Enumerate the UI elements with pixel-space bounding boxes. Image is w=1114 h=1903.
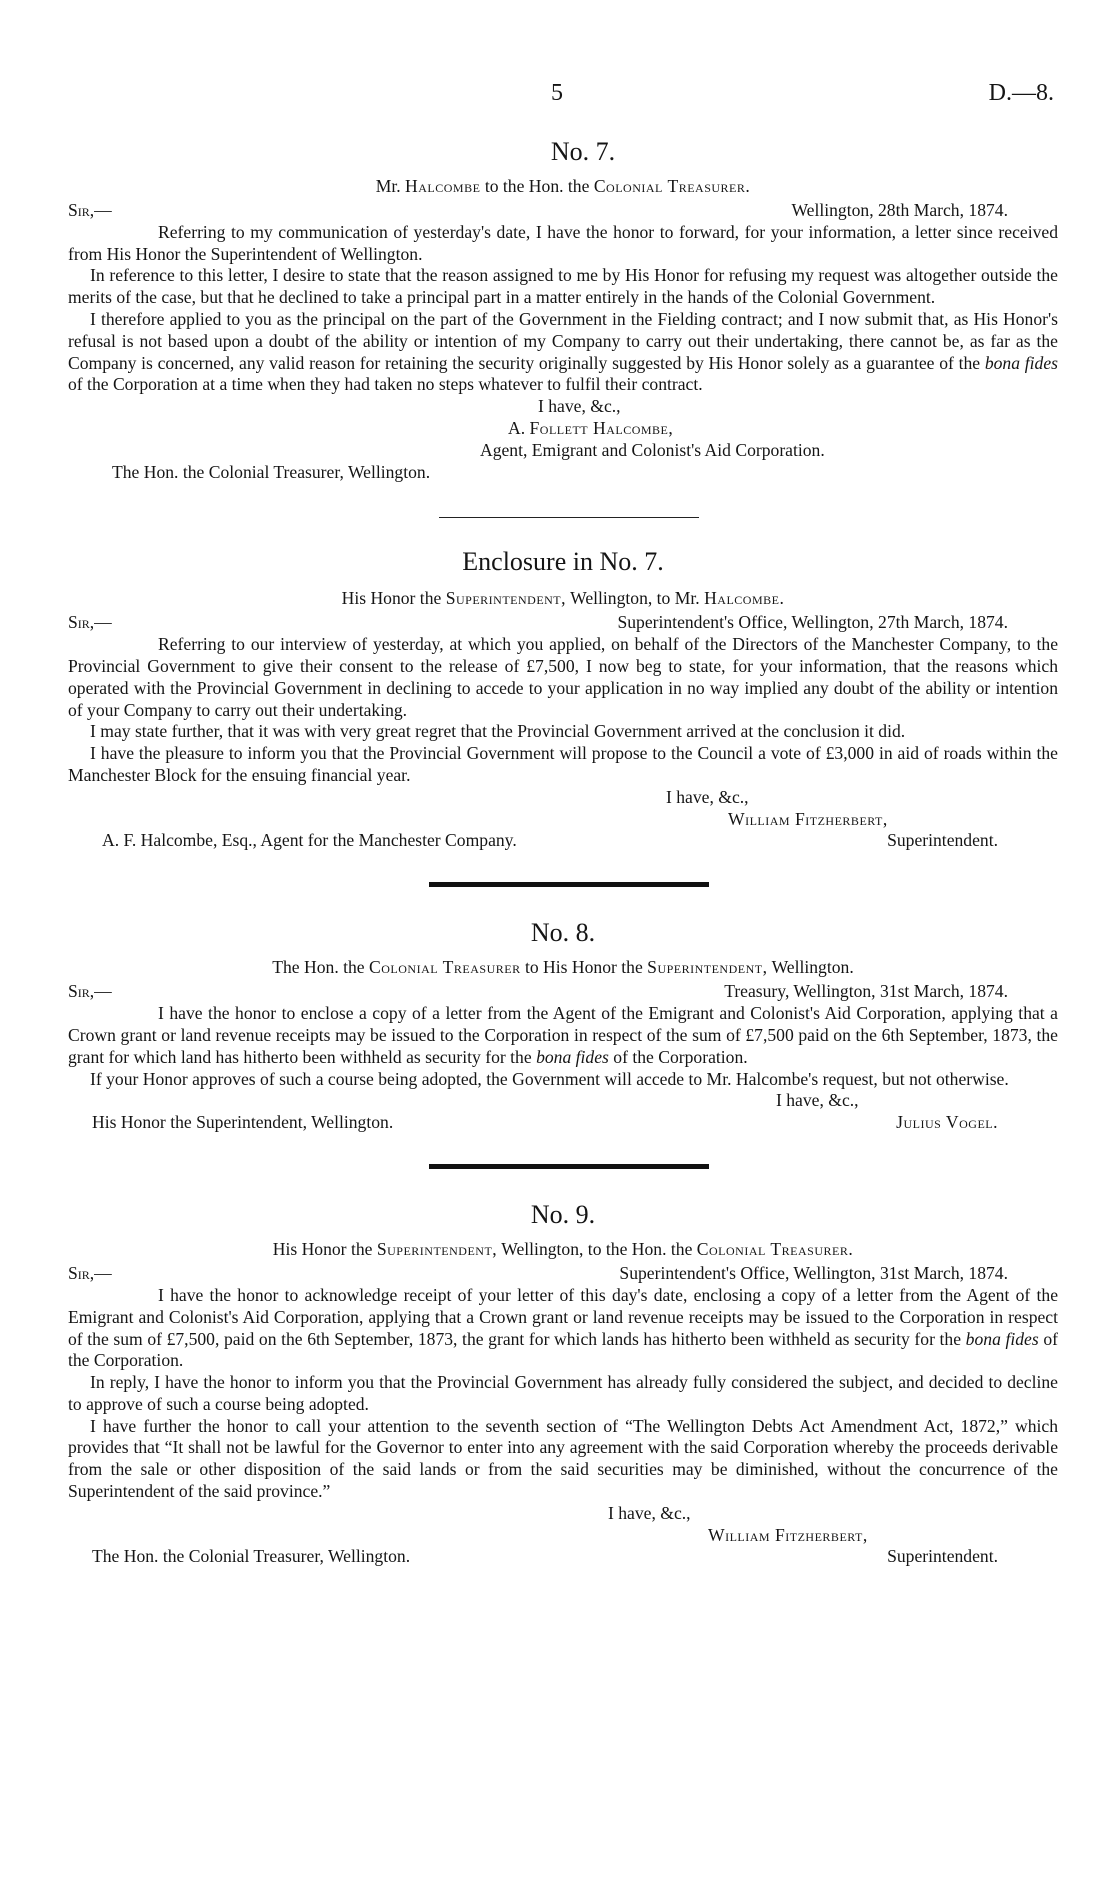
dateline: Wellington, 28th March, 1874. — [791, 199, 1008, 220]
signer-name-text: William Fitzherbert, — [708, 1524, 868, 1545]
letter-title: No. 8. — [530, 918, 596, 948]
salutation-line — [68, 612, 1058, 634]
signer-name-text: William Fitzherbert, — [728, 808, 888, 829]
subtitle-text: His Honor the — [341, 588, 446, 609]
signer-initial: A. — [508, 417, 530, 438]
signer-name: Julius Vogel. — [896, 1112, 998, 1133]
addressee: The Hon. the Colonial Treasurer, Wellington. — [112, 461, 431, 482]
paragraph: I have further the honor to call your attention to the seventh section of “The Wellington Debts Act Amendment Act, 1872,” which provides that “It shall not be lawful for the Governor to enter into any agreement with the said Corporation whereby the proceeds derivable from the sale or other disposition of the said lands or from the said securities may be diminished, without the concurrence of the Superintendent of the said province.” — [68, 1415, 1058, 1502]
divider — [429, 1164, 709, 1169]
subtitle-recipient: Colonial Treasurer. — [593, 176, 751, 196]
salutation: Sir,— — [68, 1262, 112, 1283]
subtitle-recipient: Halcombe. — [704, 588, 785, 609]
addressee-line — [68, 1546, 1058, 1568]
italic-phrase: bona fides — [984, 352, 1058, 373]
dateline: Superintendent's Office, Wellington, 31st March, 1874. — [619, 1262, 1008, 1283]
letter-no9 — [68, 1199, 1058, 1568]
page-header — [0, 80, 1114, 110]
italic-phrase: bona fides — [536, 1046, 609, 1067]
document-reference: D.—8. — [988, 80, 1054, 106]
paragraph — [68, 309, 1058, 396]
signer-name — [708, 1525, 1058, 1547]
enclosure-title: Enclosure in No. 7. — [462, 547, 664, 577]
page-content — [68, 136, 1058, 1568]
paragraph: In reply, I have the honor to inform you that the Provincial Government has already fully considered the subject, and decided to decline to approve of such a course being adopted. — [68, 1372, 1058, 1414]
paragraph: I may state further, that it was with very great regret that the Provincial Government arrived at the conclusion it did. — [90, 721, 906, 742]
subtitle-text: Wellington, to Mr. — [566, 588, 705, 609]
salutation-line — [68, 200, 1058, 222]
addressee: His Honor the Superintendent, Wellington. — [92, 1112, 394, 1133]
subtitle-text: His Honor the — [272, 1239, 377, 1260]
paragraph: Referring to my communication of yesterday's date, I have the honor to forward, for your information, a letter since received from His Honor the Superintendent of Wellington. — [68, 221, 1058, 264]
subtitle-sender: Superintendent, — [376, 1239, 498, 1260]
paragraph-text: I have the honor to acknowledge receipt of your letter of this day's date, enclosing a copy of a letter from the Agent of the Emigrant and Colonist's Aid Corporation, applying that a Crown grant or land revenue receipts may be issued to the Corporation in respect of the sum of £7,500, paid on the 6th September, 1873, the grant for which lands has hitherto been withheld as security for the — [68, 1284, 1058, 1349]
paragraph: Referring to our interview of yesterday, at which you applied, on behalf of the Directors of the Manchester Company, to the Provincial Government to give their consent to the release of £7,500, I now beg to state, for your information, that the reasons which operated with the Provincial Government in declining to accede to your application in no way implied any doubt of the ability or intention of your Company to carry out their undertaking. — [68, 634, 1058, 720]
letter-subtitle — [68, 1239, 1058, 1261]
closing: I have, &c., — [776, 1090, 859, 1111]
page-number: 5 — [551, 80, 563, 106]
addressee: A. F. Halcombe, Esq., Agent for the Manchester Company. — [102, 830, 517, 851]
paragraph-text: I have the honor to enclose a copy of a letter from the Agent of the Emigrant and Colonist's Aid Corporation, applying that a Crown grant or land revenue receipts may be issued to the Corporation in respect of the sum of £7,500 paid on the 6th September, 1873, the grant for which land has hitherto been withheld as security for the — [68, 1003, 1058, 1067]
subtitle-sender: Halcombe — [405, 176, 481, 196]
signer-title: Superintendent. — [887, 830, 998, 851]
paragraph-text: of the Corporation. — [608, 1046, 748, 1067]
letter-no7 — [68, 136, 1058, 483]
italic-phrase: bona fides — [965, 1328, 1039, 1349]
addressee-line — [68, 830, 1058, 852]
paragraph: In reference to this letter, I desire to state that the reason assigned to me by His Honor for refusing my request was altogether outside the merits of the case, but that he declined to take a principal part in a matter entirely in the hands of the Colonial Government. — [68, 265, 1058, 308]
dateline: Superintendent's Office, Wellington, 27th March, 1874. — [617, 612, 1008, 633]
letter-title: No. 7. — [550, 137, 616, 166]
signer-name: Follett Halcombe, — [529, 417, 674, 438]
closing: I have, &c., — [608, 1502, 691, 1523]
addressee: The Hon. the Colonial Treasurer, Wellington. — [92, 1546, 411, 1567]
divider — [429, 882, 709, 887]
closing: I have, &c., — [666, 786, 749, 807]
letter-subtitle — [68, 176, 1058, 198]
salutation-line — [68, 981, 1058, 1003]
salutation: Sir,— — [68, 981, 112, 1002]
letter-subtitle — [68, 588, 1058, 610]
subtitle-sender: Superintendent, — [445, 588, 567, 609]
paragraph-text: of the Corporation. — [68, 1328, 1058, 1371]
addressee-line — [68, 1112, 1058, 1134]
paragraph-text: of the Corporation at a time when they had taken no steps whatever to fulfil their contract. — [68, 374, 703, 395]
letter-title: No. 9. — [530, 1200, 596, 1230]
dateline: Treasury, Wellington, 31st March, 1874. — [724, 981, 1008, 1002]
paragraph: If your Honor approves of such a course being adopted, the Government will accede to Mr. Halcombe's request, but not otherwise. — [90, 1068, 1009, 1089]
letter-no8 — [68, 917, 1058, 1134]
signer-title: Agent, Emigrant and Colonist's Aid Corporation. — [480, 439, 825, 460]
signature — [508, 418, 1058, 440]
paragraph — [68, 1285, 1058, 1372]
paragraph: I have the pleasure to inform you that the Provincial Government will propose to the Council a vote of £3,000 in aid of roads within the Manchester Block for the ensuing financial year. — [68, 743, 1058, 785]
subtitle-text: The Hon. the — [272, 957, 370, 978]
paragraph — [68, 1003, 1058, 1068]
signer-title: Superintendent. — [887, 1546, 998, 1567]
enclosure-no7 — [68, 546, 1058, 852]
salutation-line — [68, 1263, 1058, 1285]
subtitle-recipient: Colonial Treasurer. — [696, 1239, 854, 1260]
paragraph-text: I therefore applied to you as the principal on the part of the Government in the Fielding contract; and I now submit that, as His Honor's refusal is not based upon a doubt of the ability or intention of my Company to carry out their undertaking, there cannot be, as far as the Company is concerned, any valid reason for retaining the security originally suggested by His Honor solely as a guarantee of the — [68, 308, 1058, 373]
divider — [439, 517, 699, 518]
salutation: Sir,— — [68, 612, 112, 633]
signer-name — [728, 809, 1058, 831]
subtitle-text: to His Honor the — [520, 957, 648, 978]
letter-subtitle — [68, 957, 1058, 979]
subtitle-text: to the Hon. the — [480, 176, 594, 196]
subtitle-text: Wellington. — [767, 957, 854, 978]
closing: I have, &c., — [538, 396, 621, 417]
subtitle-sender: Colonial Treasurer — [369, 957, 521, 978]
subtitle-recipient: Superintendent, — [647, 957, 768, 978]
salutation: Sir,— — [68, 199, 112, 220]
subtitle-text: Mr. — [375, 176, 406, 196]
subtitle-text: Wellington, to the Hon. the — [497, 1239, 697, 1260]
